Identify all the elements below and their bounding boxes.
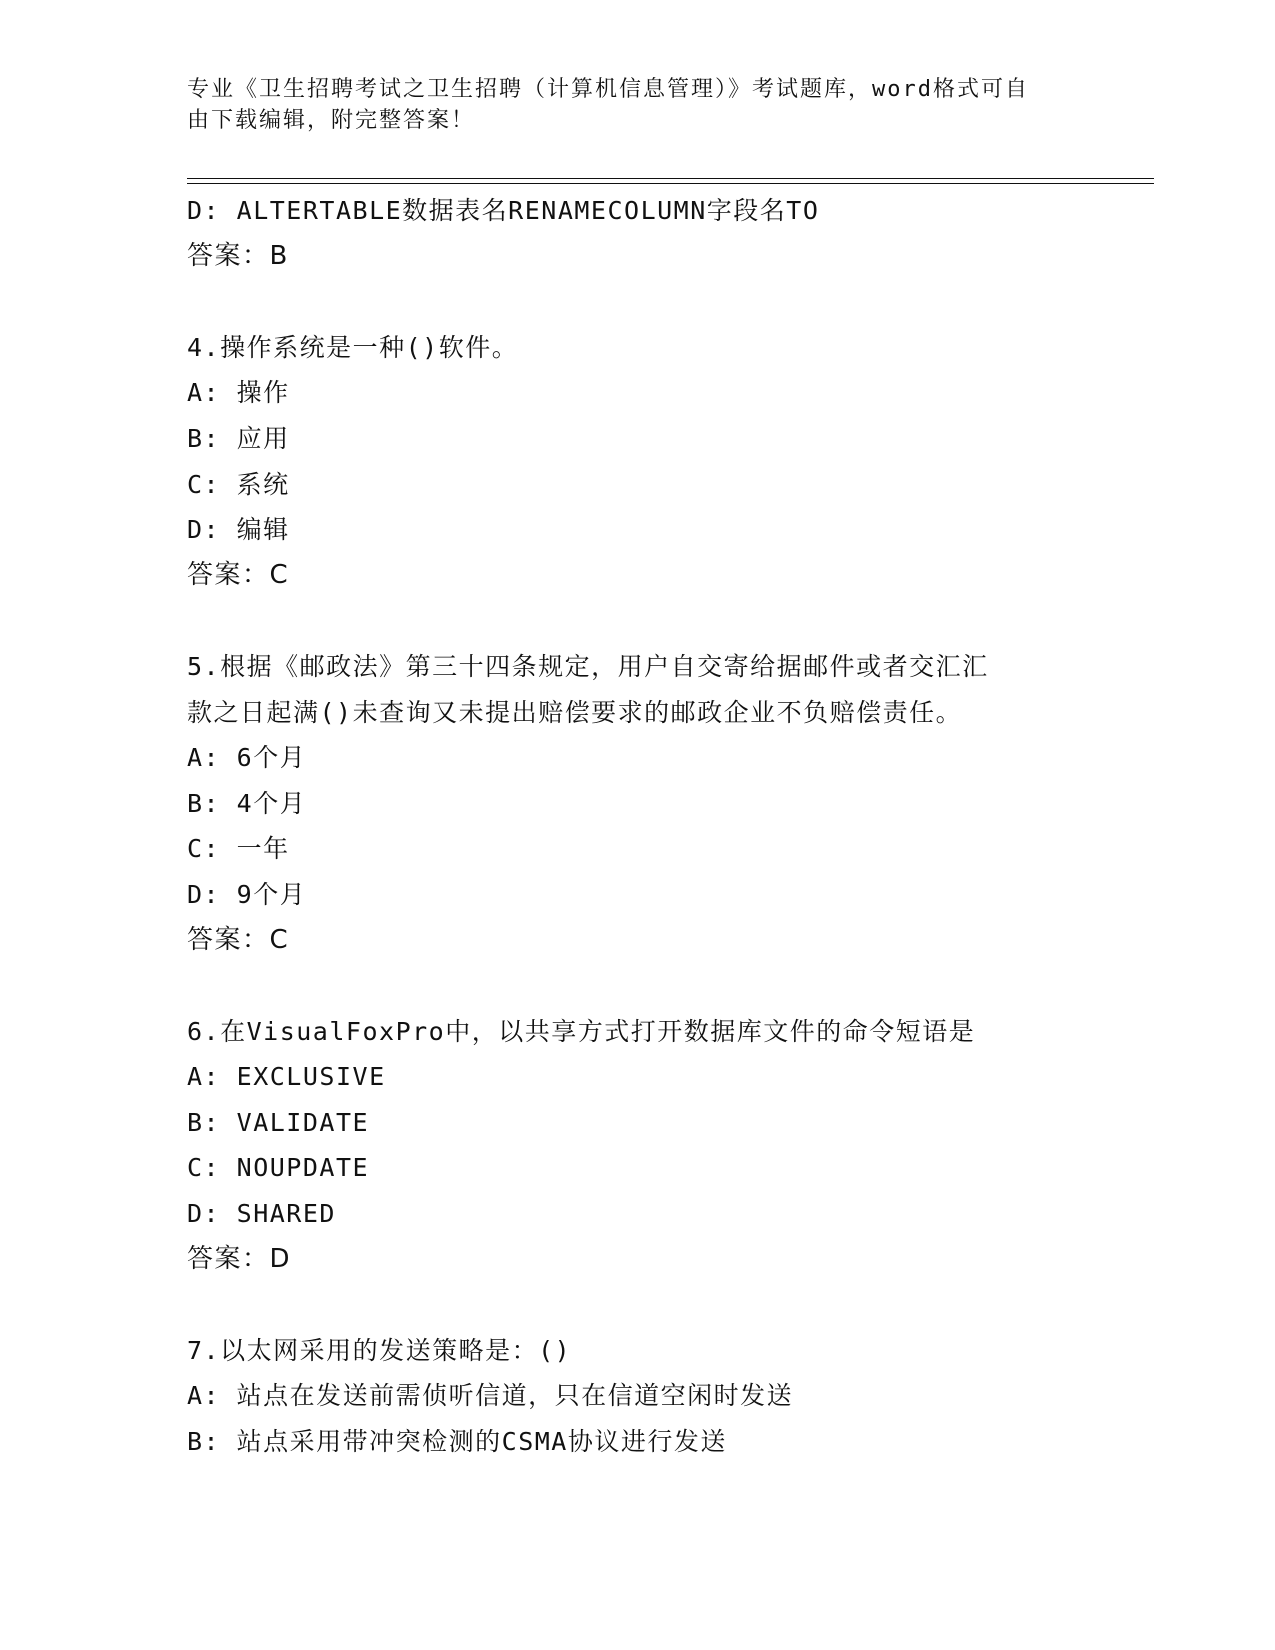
q6-option-a: A: EXCLUSIVE xyxy=(187,1062,386,1092)
q7-option-b: B: 站点采用带冲突检测的CSMA协议进行发送 xyxy=(187,1427,727,1457)
q5-option-d: D: 9个月 xyxy=(187,879,307,909)
q5-question-line-2: 款之日起满()未查询又未提出赔偿要求的邮政企业不负赔偿责任。 xyxy=(187,697,963,727)
q7-question: 7.以太网采用的发送策略是：() xyxy=(187,1335,572,1365)
q4-option-c: C: 系统 xyxy=(187,469,290,499)
q6-option-c: C: NOUPDATE xyxy=(187,1153,370,1183)
document-header xyxy=(187,74,1087,136)
q5-option-c: C: 一年 xyxy=(187,834,290,864)
q4-option-d: D: 编辑 xyxy=(187,515,290,545)
q5-answer: 答案：C xyxy=(187,924,290,955)
q5-option-b: B: 4个月 xyxy=(187,788,307,818)
spacer xyxy=(187,598,1087,644)
spacer xyxy=(187,1282,1087,1328)
spacer xyxy=(187,279,1087,325)
question-list xyxy=(187,188,1087,1465)
q6-answer: 答案：D xyxy=(187,1243,292,1274)
q6-option-b: B: VALIDATE xyxy=(187,1107,370,1137)
q5-question-line-1: 5.根据《邮政法》第三十四条规定，用户自交寄给据邮件或者交汇汇 xyxy=(187,651,989,681)
header-line-1: 专业《卫生招聘考试之卫生招聘（计算机信息管理）》考试题库，word格式可自 xyxy=(187,77,1029,102)
q6-option-d: D: SHARED xyxy=(187,1199,336,1229)
header-line-2: 由下载编辑，附完整答案！ xyxy=(187,108,476,133)
header-divider-bottom xyxy=(187,183,1154,184)
header-divider-top xyxy=(187,178,1154,179)
q6-question: 6.在VisualFoxPro中，以共享方式打开数据库文件的命令短语是 xyxy=(187,1016,976,1046)
q4-question: 4.操作系统是一种()软件。 xyxy=(187,332,519,362)
spacer xyxy=(187,963,1087,1009)
q3-answer: 答案：B xyxy=(187,240,289,271)
q4-answer: 答案：C xyxy=(187,559,290,590)
q5-option-a: A: 6个月 xyxy=(187,743,307,773)
q3-option-d: D: ALTERTABLE数据表名RENAMECOLUMN字段名TO xyxy=(187,196,820,225)
q4-option-b: B: 应用 xyxy=(187,423,290,453)
q7-option-a: A: 站点在发送前需侦听信道，只在信道空闲时发送 xyxy=(187,1381,794,1411)
q4-option-a: A: 操作 xyxy=(187,378,290,408)
